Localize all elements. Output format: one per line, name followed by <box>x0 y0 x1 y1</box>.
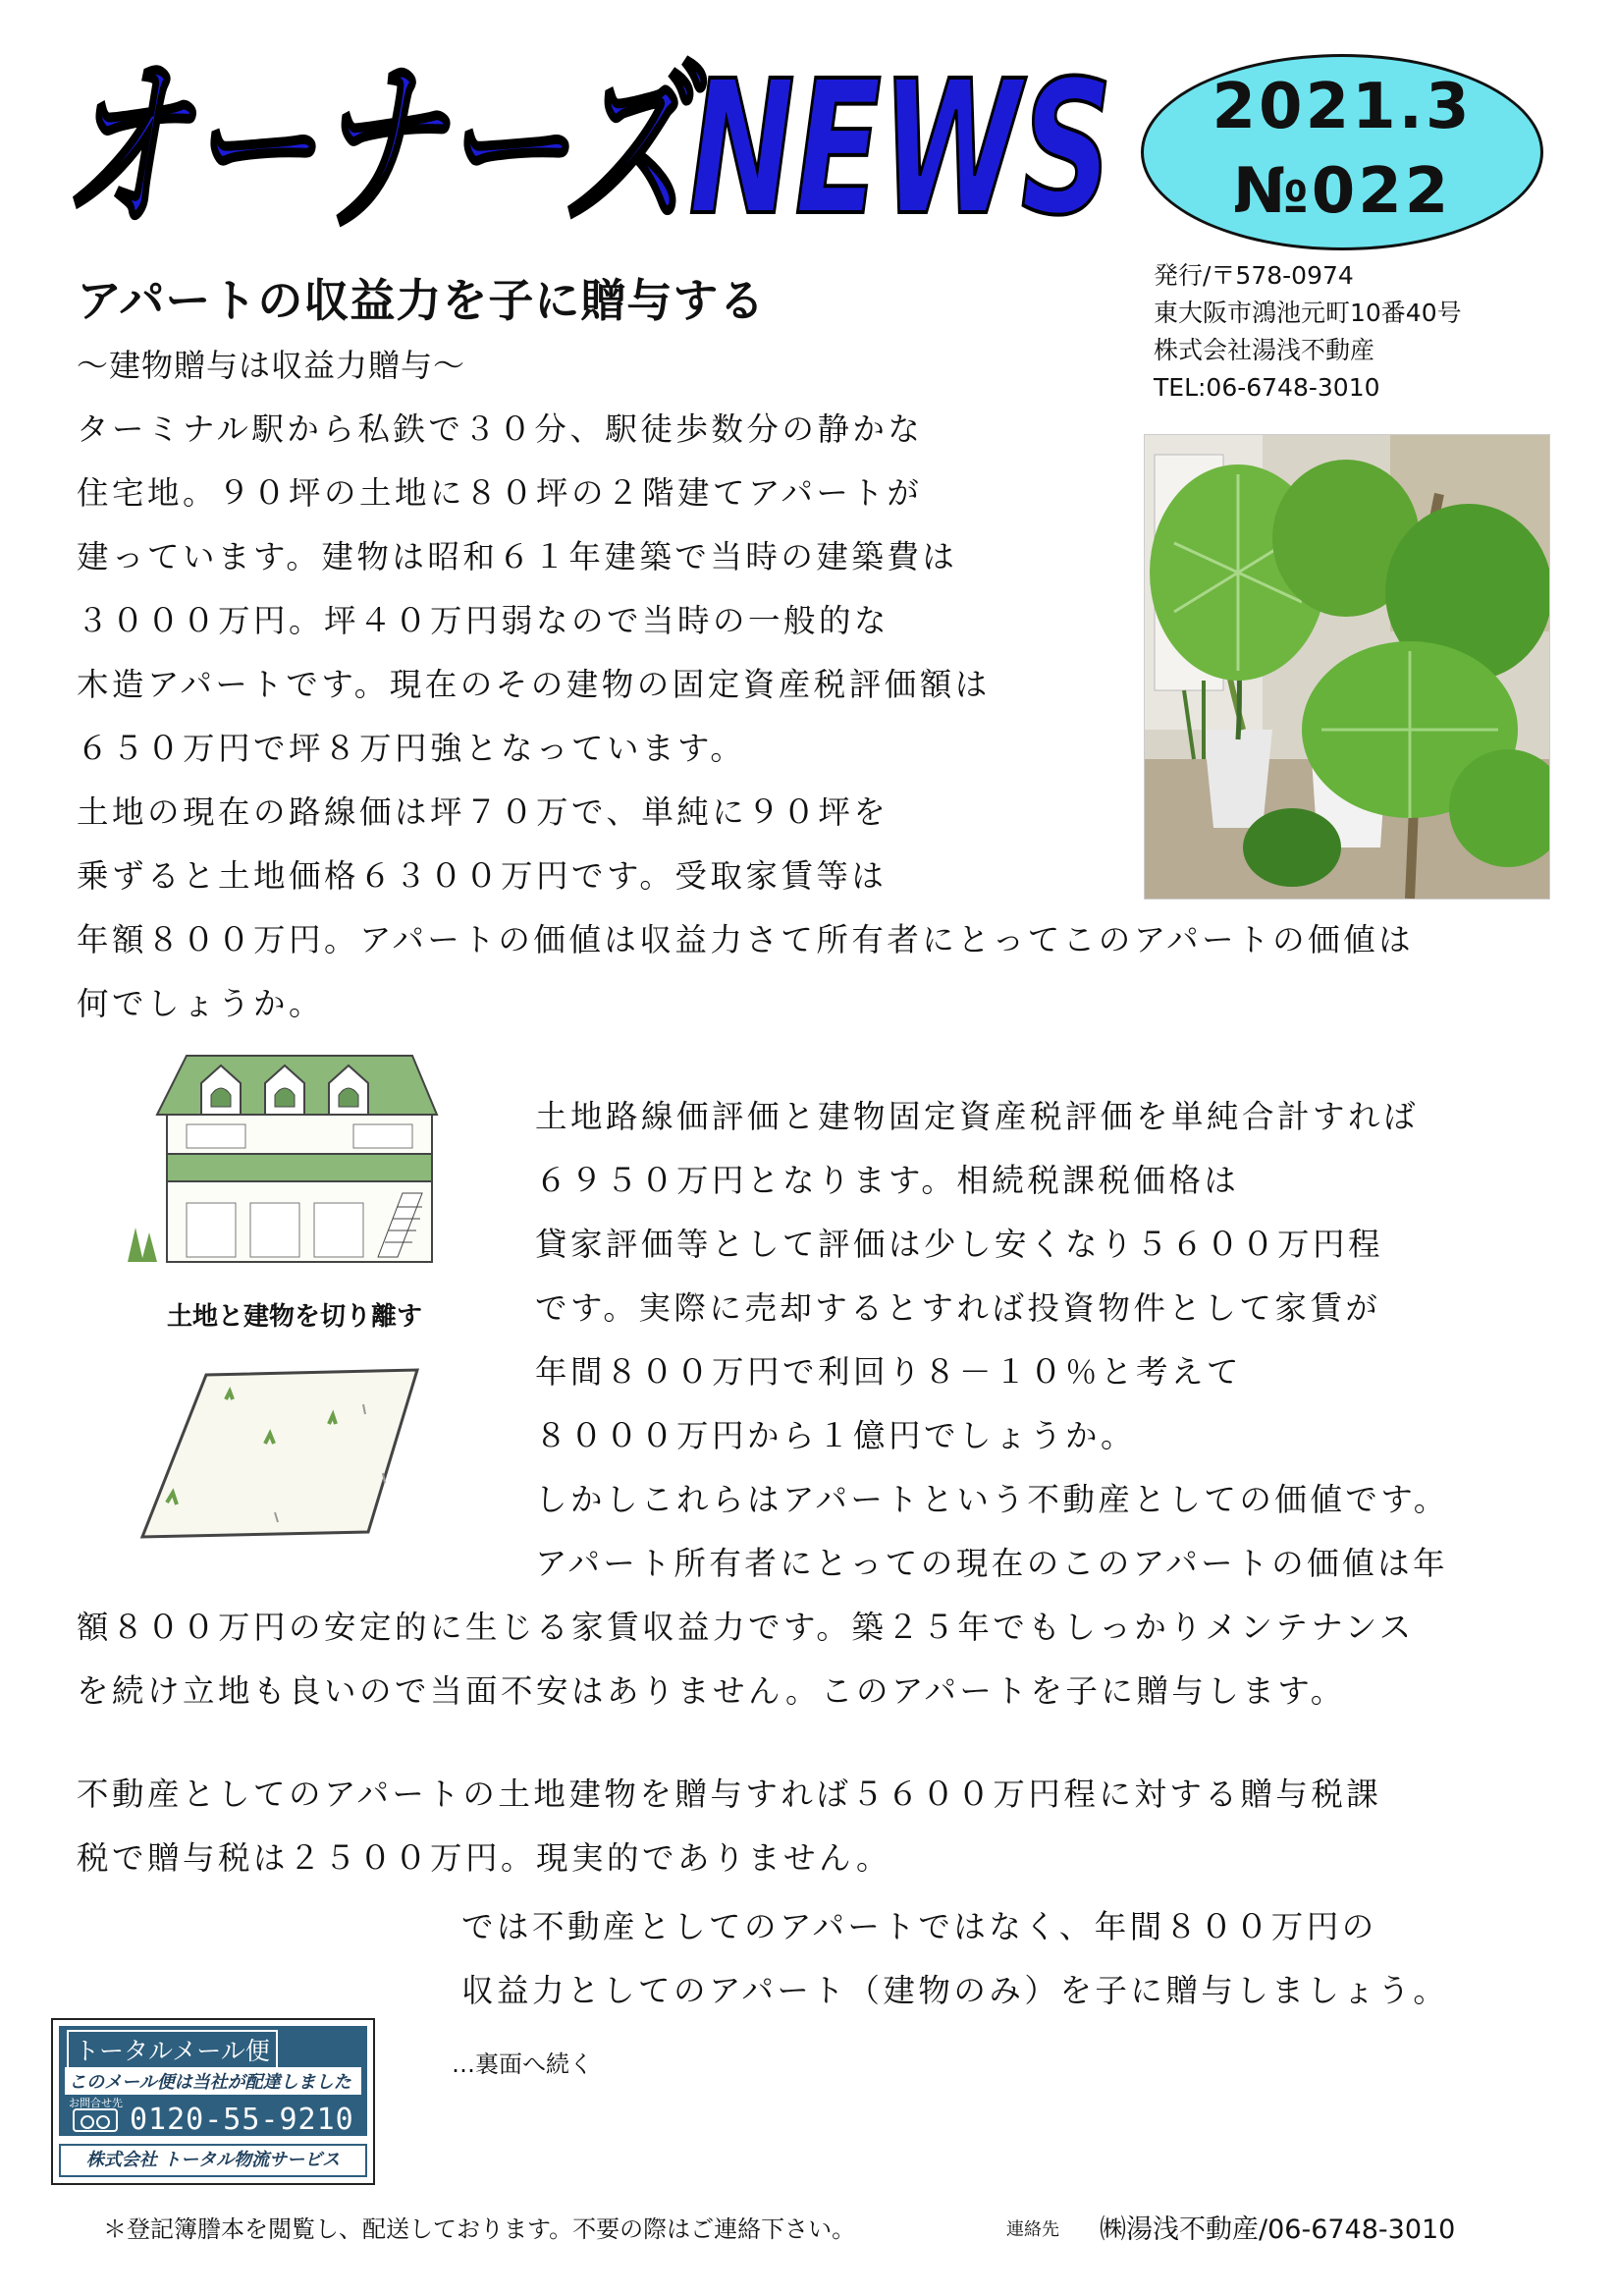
valuation-paragraph <box>535 1085 1449 1596</box>
text-line: 建っています。建物は昭和６１年建築で当時の建築費は <box>77 538 958 575</box>
publisher-address: 東大阪市鴻池元町10番40号 <box>1154 299 1462 327</box>
intro-paragraph <box>77 398 1414 1036</box>
text-line: ６５０万円で坪８万円強となっています。 <box>77 730 746 767</box>
badge-phone: 0120-55-9210 <box>130 2103 354 2137</box>
article-title: アパートの収益力を子に贈与する <box>77 274 766 327</box>
badge-title: トータルメール便 <box>67 2030 278 2069</box>
text-line: 土地の現在の路線価は坪７０万で、単純に９０坪を <box>77 793 889 831</box>
text-line: 木造アパートです。現在のその建物の固定資産税評価額は <box>77 666 991 703</box>
land-illustration <box>137 1365 422 1542</box>
proposal-paragraph <box>461 1895 1448 2023</box>
text-line: 貸家評価等として評価は少し安くなり５６００万円程 <box>535 1226 1384 1263</box>
issue-date: 2021.3 <box>1212 71 1473 143</box>
text-line: しかしこれらはアパートという不動産としての価値です。 <box>535 1481 1449 1518</box>
illustration-caption: 土地と建物を切り離す <box>167 1302 423 1332</box>
newsletter-masthead <box>54 37 1124 244</box>
text-line: 年間８００万円で利回り８－１０％と考えて <box>535 1353 1243 1391</box>
text-line: 額８００万円の安定的に生じる家賃収益力です。築２５年でもしっかりメンテナンス <box>77 1609 1415 1646</box>
text-line: を続け立地も良いので当面不安はありません。このアパートを子に贈与します。 <box>77 1672 1346 1710</box>
publisher-company: 株式会社湯浅不動産 <box>1154 336 1375 364</box>
text-line: 乗ずると土地価格６３００万円です。受取家賃等は <box>77 857 888 895</box>
text-line: ８０００万円から１億円でしょうか。 <box>535 1417 1137 1454</box>
text-line: 土地路線価評価と建物固定資産税評価を単純合計すれば <box>535 1098 1420 1135</box>
badge-company: 株式会社 トータル物流サービス <box>59 2144 367 2177</box>
text-line: 何でしょうか。 <box>77 985 325 1022</box>
text-line: アパート所有者にとっての現在のこのアパートの価値は年 <box>535 1545 1449 1582</box>
text-line: 税で贈与税は２５００万円。現実的でありません。 <box>77 1839 891 1877</box>
badge-header <box>59 2026 367 2136</box>
mail-delivery-badge <box>51 2018 375 2185</box>
text-line: ターミナル駅から私鉄で３０分、駅徒歩数分の静かな <box>77 410 924 448</box>
text-line: 年額８００万円。アパートの価値は収益力さて所有者にとってこのアパートの価値は <box>77 921 1415 958</box>
gift-tax-paragraph <box>77 1763 1381 1890</box>
publisher-info <box>1154 257 1462 407</box>
article-subtitle: ～建物贈与は収益力贈与～ <box>77 347 466 384</box>
text-line: 住宅地。９０坪の土地に８０坪の２階建てアパートが <box>77 474 923 512</box>
freedial-icon <box>73 2108 118 2132</box>
publisher-phone: TEL:06-6748-3010 <box>1154 373 1380 402</box>
footer-contact-label: 連絡先 <box>1006 2219 1059 2240</box>
badge-contact-label: お問合せ先 <box>69 2097 123 2109</box>
text-line: 不動産としてのアパートの土地建物を贈与すれば５６００万円程に対する贈与税課 <box>77 1776 1382 1813</box>
footer-note: ＊登記簿謄本を閲覧し、配送しております。不要の際はご連絡下さい。 <box>103 2215 856 2243</box>
text-line: では不動産としてのアパートではなく、年間８００万円の <box>461 1908 1377 1945</box>
masthead-title: オーナーズNEWS <box>62 41 1112 244</box>
house-illustration <box>128 1046 452 1272</box>
text-line: ６９５０万円となります。相続税課税価格は <box>535 1162 1240 1199</box>
badge-note: このメール便は当社が配達しました <box>65 2067 361 2095</box>
text-line: です。実際に売却するとすれば投資物件として家賃が <box>535 1289 1381 1327</box>
publisher-postal: 発行/〒578-0974 <box>1154 261 1354 290</box>
continued-note: …裏面へ続く <box>452 2050 593 2078</box>
income-paragraph <box>77 1596 1415 1723</box>
issue-badge <box>1141 54 1543 250</box>
issue-number: №022 <box>1232 155 1452 228</box>
footer-company: ㈱湯浅不動産/06-6748-3010 <box>1100 2214 1456 2245</box>
text-line: ３０００万円。坪４０万円弱なので当時の一般的な <box>77 602 890 639</box>
text-line: 収益力としてのアパート（建物のみ）を子に贈与しましょう。 <box>461 1972 1449 2009</box>
